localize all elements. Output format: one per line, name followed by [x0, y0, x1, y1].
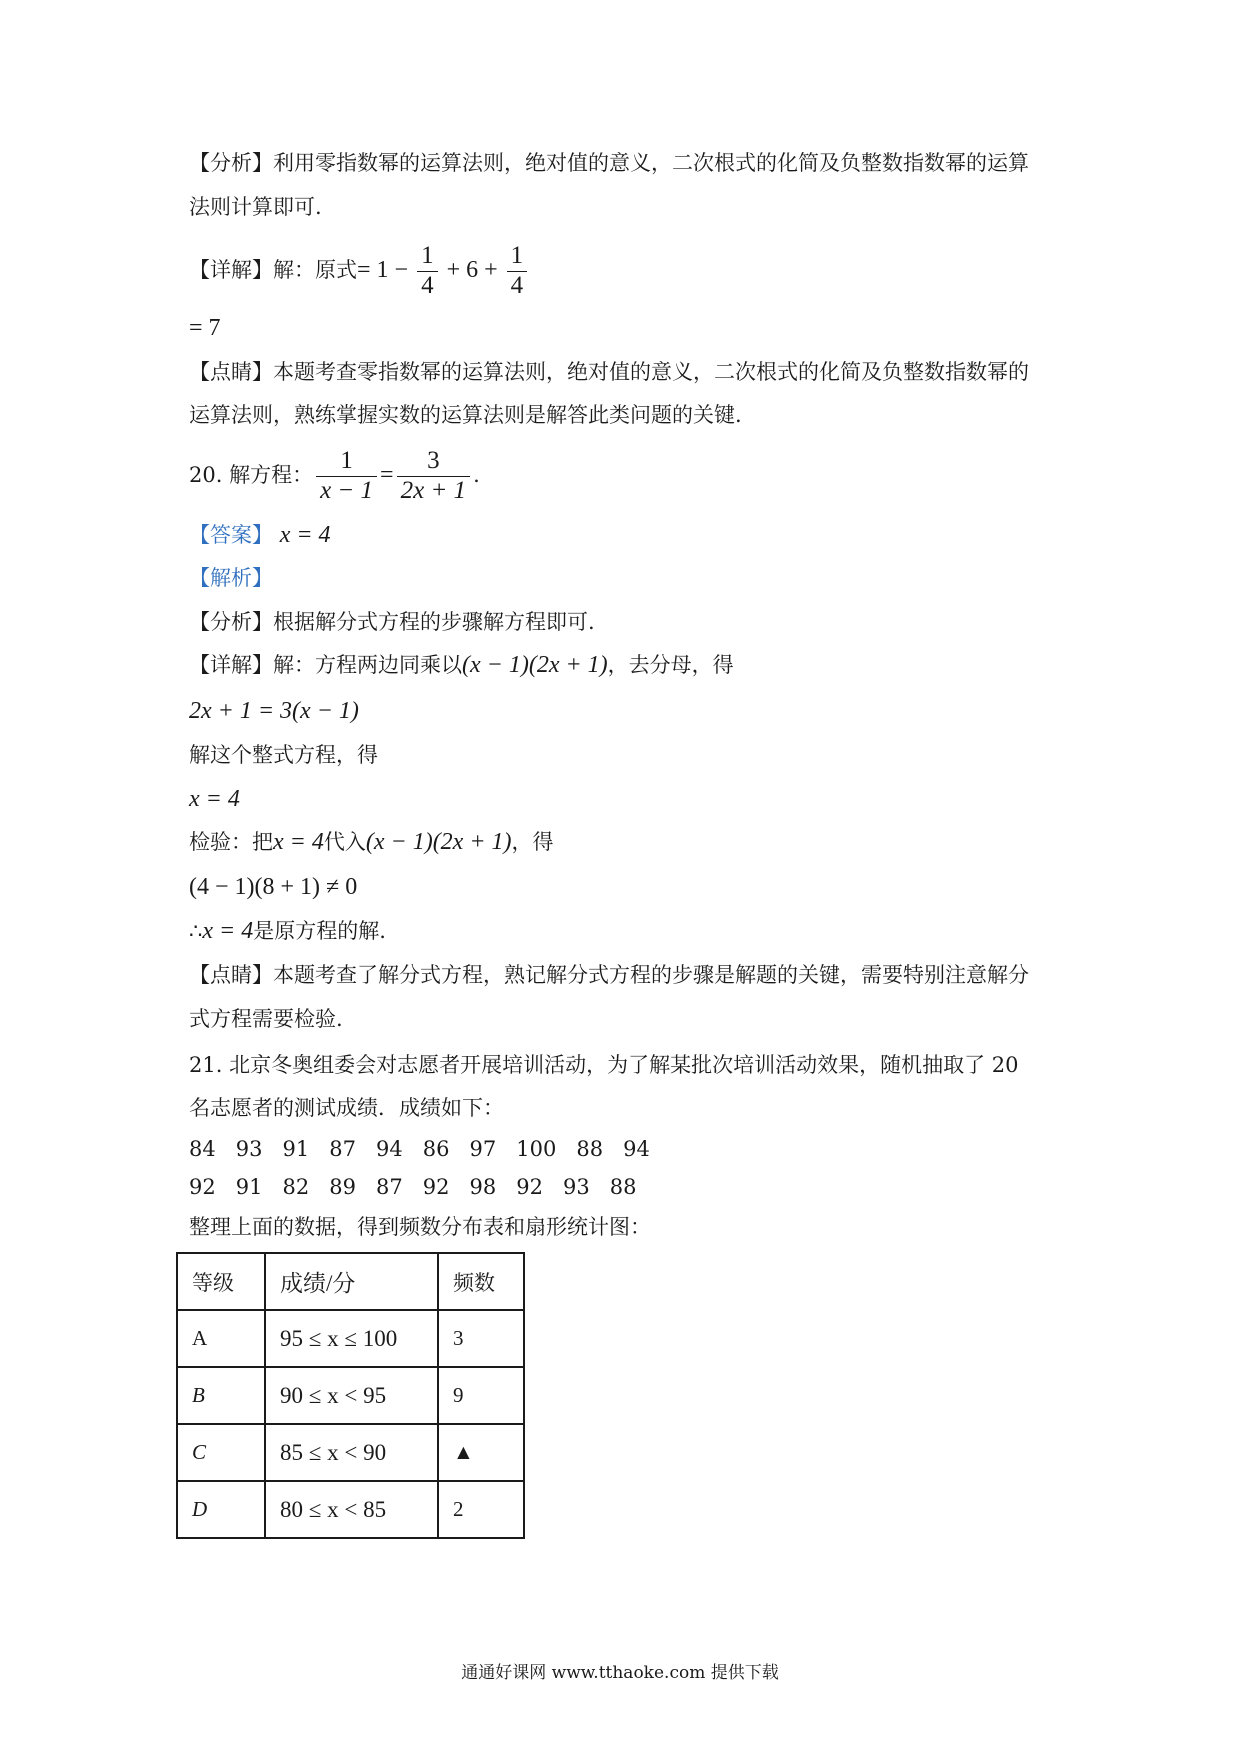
header-frequency: 频数 — [438, 1253, 524, 1310]
q20-step-3: x = 4 — [189, 786, 240, 812]
page-footer: 通通好课网 www.tthaoke.com 提供下载 — [461, 1663, 779, 1683]
q19-analysis-line-1 — [189, 148, 1029, 178]
q19-comment-line-2: 运算法则，熟练掌握实数的运算法则是解答此类问题的关键. — [189, 403, 742, 427]
q19-result: = 7 — [189, 315, 221, 341]
score-range-cell: 90 ≤ x < 95 — [265, 1367, 438, 1424]
header-grade: 等级 — [177, 1253, 265, 1310]
fraction-one-quarter — [507, 242, 528, 301]
detail-label: 【详解】 — [189, 258, 273, 282]
table-header-row — [177, 1253, 524, 1310]
q20-stem — [189, 443, 480, 507]
q19-comment-line-1 — [189, 357, 1029, 387]
comment-label: 【点睛】 — [189, 360, 273, 384]
expression-start: = 1 − — [357, 257, 415, 283]
frequency-cell: ▲ — [438, 1424, 524, 1481]
comment-text: 本题考查零指数幂的运算法则，绝对值的意义，二次根式的化简及负整数指数幂的 — [273, 360, 1029, 384]
analysis-label: 【分析】 — [189, 151, 273, 175]
detail-label: 【详解】 — [189, 653, 273, 677]
lhs-denominator: x − 1 — [316, 476, 377, 506]
fraction-one-quarter — [417, 242, 438, 301]
header-score: 成绩/分 — [265, 1253, 438, 1310]
score-range-cell: 95 ≤ x ≤ 100 — [265, 1310, 438, 1367]
answer-value: x = 4 — [279, 522, 331, 548]
score-range-cell: 85 ≤ x < 90 — [265, 1424, 438, 1481]
therefore-symbol: ∴ — [189, 919, 203, 943]
q20-detail — [189, 650, 734, 680]
q20-answer — [189, 520, 331, 550]
grade-cell: C — [177, 1424, 265, 1481]
comment-label: 【点睛】 — [189, 963, 273, 987]
fraction-numerator: 1 — [421, 242, 434, 270]
q20-comment-line-2: 式方程需要检验. — [189, 1007, 343, 1031]
check-value: x = 4 — [273, 829, 324, 855]
table-intro: 整理上面的数据，得到频数分布表和扇形统计图： — [189, 1215, 651, 1239]
comment-text: 本题考查了解分式方程，熟记解分式方程的步骤是解题的关键，需要特别注意解分 — [273, 963, 1029, 987]
analysis-text: 利用零指数幂的运算法则，绝对值的意义，二次根式的化简及负整数指数幂的运算 — [273, 151, 1029, 175]
q20-step-2: 解这个整式方程，得 — [189, 743, 378, 767]
q20-stem-prefix: 20. 解方程： — [189, 463, 314, 487]
grade-cell: B — [177, 1367, 265, 1424]
check-prefix: 检验：把 — [189, 830, 273, 854]
table-row — [177, 1481, 524, 1538]
fraction-numerator: 1 — [510, 242, 524, 270]
analysis-text: 根据解分式方程的步骤解方程即可. — [273, 610, 595, 634]
fraction-denominator: 4 — [417, 271, 438, 301]
detail-text: 解：方程两边同乘以 — [273, 653, 462, 677]
frequency-cell: 9 — [438, 1367, 524, 1424]
q20-analysis — [189, 607, 595, 637]
frequency-cell: 3 — [438, 1310, 524, 1367]
equals-sign: = — [380, 462, 394, 488]
conclusion-tail: 是原方程的解. — [253, 919, 386, 943]
table-row — [177, 1310, 524, 1367]
lhs-numerator: 1 — [340, 447, 353, 475]
rhs-denominator: 2x + 1 — [397, 476, 470, 506]
q21-stem-line-1: 21. 北京冬奥组委会对志愿者开展培训活动，为了解某批次培训活动效果，随机抽取了 20 — [189, 1053, 1019, 1077]
check-tail: ，得 — [511, 830, 554, 854]
table-row — [177, 1367, 524, 1424]
check-factor: (x − 1)(2x + 1) — [365, 829, 512, 855]
q20-solution-label: 【解析】 — [189, 566, 273, 590]
fraction-denominator: 4 — [507, 271, 528, 301]
conclusion-value: x = 4 — [202, 918, 254, 944]
grade-cell: A — [177, 1310, 265, 1367]
stem-end: . — [473, 463, 480, 487]
score-range-cell: 80 ≤ x < 85 — [265, 1481, 438, 1538]
detail-factor: (x − 1)(2x + 1) — [462, 652, 608, 678]
expression-mid: + 6 + — [440, 257, 504, 283]
lhs-fraction — [316, 447, 377, 506]
q20-step-1: 2x + 1 = 3(x − 1) — [189, 698, 359, 724]
rhs-fraction — [397, 447, 470, 506]
q20-step-4: (4 − 1)(8 + 1) ≠ 0 — [189, 874, 358, 900]
detail-prefix: 解：原式 — [273, 258, 357, 282]
scores-row-2: 92 91 82 89 87 92 98 92 93 88 — [189, 1175, 637, 1199]
detail-tail: ，去分母，得 — [607, 653, 734, 677]
check-mid: 代入 — [323, 830, 366, 854]
analysis-label: 【分析】 — [189, 610, 273, 634]
grade-cell: D — [177, 1481, 265, 1538]
q20-conclusion — [189, 916, 386, 946]
table-row — [177, 1424, 524, 1481]
q19-detail-line — [189, 238, 530, 302]
q21-stem-line-2: 名志愿者的测试成绩．成绩如下： — [189, 1096, 504, 1120]
q20-comment-line-1 — [189, 960, 1029, 990]
q19-analysis-line-2: 法则计算即可. — [189, 195, 322, 219]
answer-label: 【答案】 — [189, 523, 273, 547]
scores-row-1: 84 93 91 87 94 86 97 100 88 94 — [189, 1137, 650, 1161]
rhs-numerator: 3 — [427, 447, 440, 475]
frequency-cell: 2 — [438, 1481, 524, 1538]
frequency-table — [176, 1252, 525, 1539]
q20-check — [189, 827, 554, 857]
